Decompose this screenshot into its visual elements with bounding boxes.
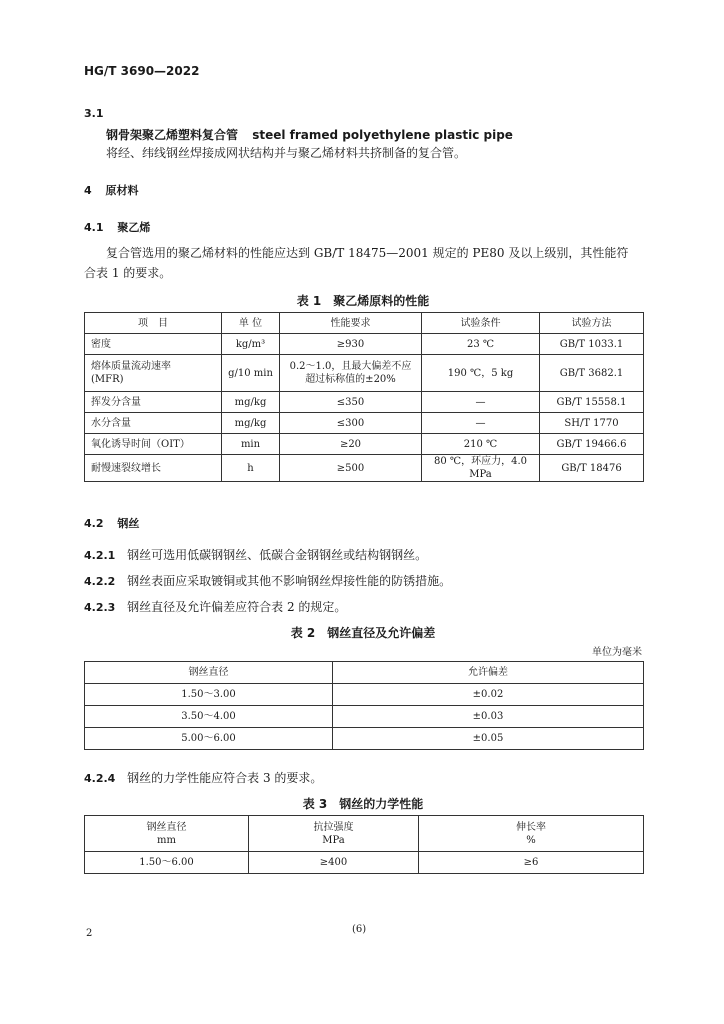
section-4-1-para-line2: 合表 1 的要求。: [84, 266, 172, 280]
table1-cell: min: [222, 434, 280, 455]
table1-cell-line: 0.2～1.0，且最大偏差不应: [289, 361, 412, 372]
clause-number: 4.2.1: [84, 549, 116, 562]
section-4-1-para-line1: 复合管选用的聚乙烯材料的性能应达到 GB/T 18475—2001 规定的 PE80 及以上级别，其性能符: [106, 246, 629, 260]
table1-cell: 水分含量: [85, 413, 222, 434]
table2-header-row: [85, 662, 644, 684]
table2-caption: 表 2 钢丝直径及允许偏差: [290, 626, 436, 640]
table3-header-row: [85, 816, 644, 852]
table2-header-diameter: 钢丝直径: [85, 662, 333, 684]
clause-number: 4.2.4: [84, 772, 116, 785]
table1-header-condition: 试验条件: [422, 313, 540, 334]
table-row: [85, 728, 644, 750]
sheet-number: (6): [352, 924, 367, 935]
table1-cell-line: 超过标称值的±20%: [305, 374, 396, 385]
table1-header-row: [85, 313, 644, 334]
clause-number: 4.2.2: [84, 575, 116, 588]
table1-cell: g/10 min: [222, 355, 280, 392]
table2-cell: 5.00～6.00: [85, 728, 333, 750]
table3-cell: 1.50～6.00: [85, 852, 249, 874]
clause-text: 钢丝表面应采取镀铜或其他不影响钢丝焊接性能的防锈措施。: [127, 574, 452, 588]
clause-number: 4.2.3: [84, 601, 116, 614]
table1-cell: GB/T 19466.6: [540, 434, 644, 455]
term-title: [106, 126, 513, 143]
table-row: [85, 706, 644, 728]
table1-cell: 210 ℃: [422, 434, 540, 455]
table3-cell: ≥6: [419, 852, 644, 874]
table1-cell: —: [422, 413, 540, 434]
table3-header-unit: %: [526, 834, 536, 846]
table1-cell: 密度: [85, 334, 222, 355]
section-4-number: 4: [84, 184, 92, 197]
table1-caption: 表 1 聚乙烯原料的性能: [296, 294, 430, 308]
table1-cell: —: [422, 392, 540, 413]
table-row: [85, 434, 644, 455]
table3-caption: 表 3 钢丝的力学性能: [302, 797, 424, 811]
section-4-1-heading: [84, 219, 150, 235]
table2-cell: ±0.05: [333, 728, 644, 750]
table2-unit-note: 单位为毫米: [592, 647, 642, 658]
section-4-1-title: 聚乙烯: [117, 221, 151, 234]
table2: [84, 661, 644, 750]
table3-header-line: 伸长率: [516, 821, 546, 833]
table2-cell: ±0.02: [333, 684, 644, 706]
table1-cell: 190 ℃，5 kg: [422, 355, 540, 392]
standard-number: HG/T 3690—2022: [84, 64, 200, 78]
section-4-2-heading: [84, 515, 139, 531]
section-4-2-number: 4.2: [84, 517, 104, 530]
clause-text: 钢丝的力学性能应符合表 3 的要求。: [127, 771, 323, 785]
table1-cell-line: (MFR): [91, 374, 124, 385]
table1-cell-line: 熔体质量流动速率: [91, 361, 171, 372]
table1-cell: GB/T 15558.1: [540, 392, 644, 413]
term-cn: 钢骨架聚乙烯塑料复合管: [106, 128, 239, 142]
clause-3-1-number: 3.1: [84, 107, 104, 120]
table1-cell: SH/T 1770: [540, 413, 644, 434]
table1-header-item: 项 目: [85, 313, 222, 334]
table3-header-elongation: [419, 816, 644, 852]
table1-cell: ≥930: [280, 334, 422, 355]
table1-cell: GB/T 1033.1: [540, 334, 644, 355]
clause-4-2-2: [84, 571, 451, 592]
table-row: [85, 355, 644, 392]
section-4-2-title: 钢丝: [117, 517, 140, 530]
table1-cell: ≥500: [280, 455, 422, 482]
clause-4-2-4: [84, 768, 322, 789]
section-4-1-number: 4.1: [84, 221, 104, 234]
table1-cell: ≤300: [280, 413, 422, 434]
table1-cell: mg/kg: [222, 392, 280, 413]
clause-text: 钢丝可选用低碳钢钢丝、低碳合金钢钢丝或结构钢钢丝。: [127, 548, 428, 562]
table1-cell: h: [222, 455, 280, 482]
table3-header-tensile: [249, 816, 419, 852]
table3-header-unit: MPa: [322, 834, 345, 846]
table1-cell: ≤350: [280, 392, 422, 413]
table1-cell: kg/m³: [222, 334, 280, 355]
table1-cell: GB/T 3682.1: [540, 355, 644, 392]
table2-cell: 1.50～3.00: [85, 684, 333, 706]
table1-cell: ≥20: [280, 434, 422, 455]
table3-header-line: 钢丝直径: [146, 821, 187, 833]
table1-header-method: 试验方法: [540, 313, 644, 334]
term-en: steel framed polyethylene plastic pipe: [252, 128, 513, 142]
table1-cell: 23 ℃: [422, 334, 540, 355]
table2-cell: ±0.03: [333, 706, 644, 728]
table2-cell: 3.50～4.00: [85, 706, 333, 728]
table-row: [85, 455, 644, 482]
clause-text: 钢丝直径及允许偏差应符合表 2 的规定。: [127, 600, 347, 614]
page-number: 2: [86, 928, 93, 939]
table3-header-line: 抗拉强度: [313, 821, 354, 833]
section-4-heading: [84, 182, 139, 198]
table3: [84, 815, 644, 874]
table1-cell: GB/T 18476: [540, 455, 644, 482]
table1-cell: 氧化诱导时间（OIT）: [85, 434, 222, 455]
table3-header-unit: mm: [157, 834, 176, 846]
table3-cell: ≥400: [249, 852, 419, 874]
table-row: [85, 413, 644, 434]
table2-header-tolerance: 允许偏差: [333, 662, 644, 684]
section-4-title: 原材料: [105, 184, 139, 197]
table1-cell: [85, 355, 222, 392]
table-row: [85, 852, 644, 874]
table1-cell: [280, 355, 422, 392]
table1-header-unit: 单 位: [222, 313, 280, 334]
table1-cell: 80 ℃，环应力，4.0 MPa: [422, 455, 540, 482]
table1-cell: 耐慢速裂纹增长: [85, 455, 222, 482]
table-row: [85, 334, 644, 355]
clause-4-2-3: [84, 597, 346, 618]
clause-4-2-1: [84, 545, 427, 566]
table1-header-requirement: 性能要求: [280, 313, 422, 334]
table1-cell: mg/kg: [222, 413, 280, 434]
term-definition: 将经、纬线钢丝焊接成网状结构并与聚乙烯材料共挤制备的复合管。: [106, 146, 467, 160]
table1: [84, 312, 644, 482]
table1-cell: 挥发分含量: [85, 392, 222, 413]
table3-header-diameter: [85, 816, 249, 852]
table-row: [85, 684, 644, 706]
table-row: [85, 392, 644, 413]
